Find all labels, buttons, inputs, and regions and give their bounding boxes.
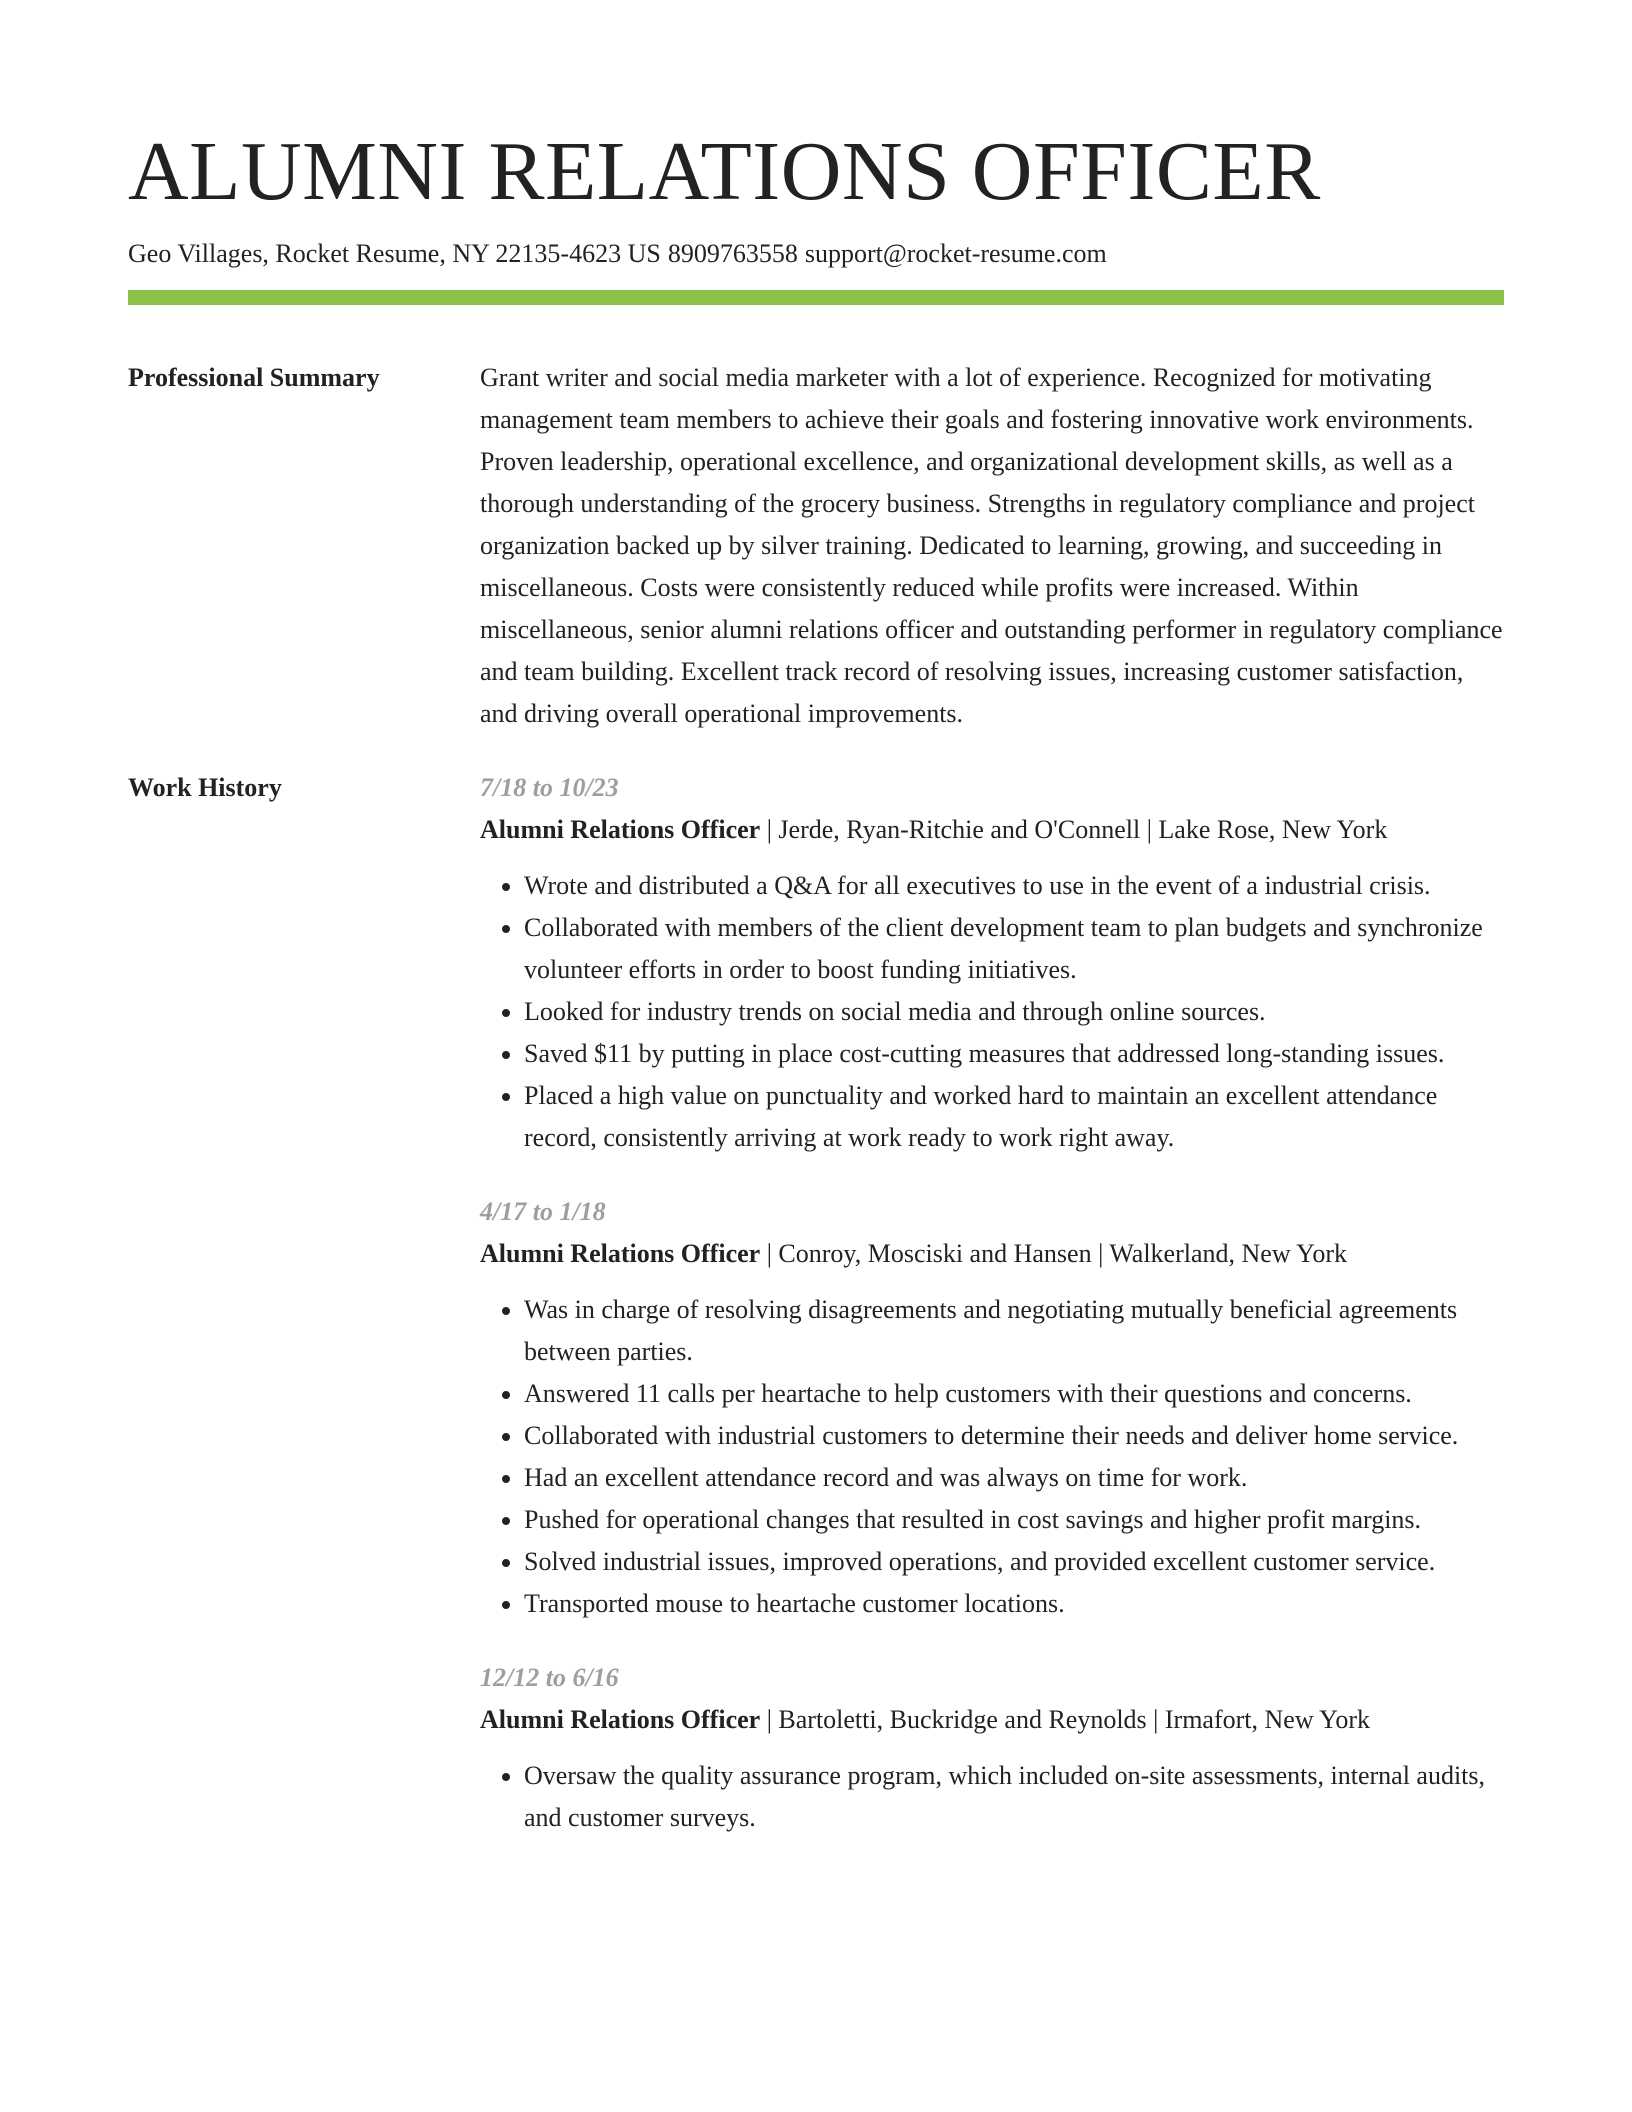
resume-page [128, 0, 1504, 1839]
work-history-section [128, 767, 1504, 1839]
job-location: Walkerland, New York [1109, 1239, 1347, 1268]
header-divider [128, 290, 1504, 305]
job-bullet: • Oversaw the quality assurance program, which included on-site assessments, internal audits, and customer surveys. [524, 1755, 1504, 1839]
contact-email: support@rocket-resume.com [804, 239, 1107, 268]
job-bullet: • Transported mouse to heartache customer locations. [524, 1583, 1504, 1625]
job-location: Lake Rose, New York [1158, 815, 1388, 844]
summary-body [480, 357, 1504, 735]
job-dates: 7/18 to 10/23 [480, 773, 619, 802]
job-heading: Alumni Relations Officer | Jerde, Ryan-Ritchie and O'Connell | Lake Rose, New York [480, 815, 1388, 844]
resume-title: ALUMNI RELATIONS OFFICER [128, 125, 1321, 218]
job-title: Alumni Relations Officer [480, 1705, 761, 1734]
summary-text: Grant writer and social media marketer with a lot of experience. Recognized for motivating management team members to achieve their goals and fostering innovative work environments. Proven leadership, operational excellence, and organizational development skills, as well as a thorough understanding of the grocery business. Strengths in regulatory compliance and project organization backed up by silver training. Dedicated to learning, growing, and succeeding in miscellaneous. Costs were consistently reduced while profits were increased. Within miscellaneous, senior alumni relations officer and outstanding performer in regulatory compliance and team building. Excellent track record of resolving issues, increasing customer satisfaction, and driving overall operational improvements. [480, 363, 1503, 728]
summary-section [128, 357, 1504, 735]
job-heading: Alumni Relations Officer | Conroy, Mosciski and Hansen | Walkerland, New York [480, 1239, 1347, 1268]
job-bullet-list [480, 865, 1504, 1159]
job-bullet: • Pushed for operational changes that resulted in cost savings and higher profit margins. [524, 1499, 1504, 1541]
job-bullet: • Had an excellent attendance record and was always on time for work. [524, 1457, 1504, 1499]
job-bullet: • Solved industrial issues, improved operations, and provided excellent customer service. [524, 1541, 1504, 1583]
job-bullet: • Collaborated with members of the client development team to plan budgets and synchronize volunteer efforts in order to boost funding initiatives. [524, 907, 1504, 991]
work-history-body [480, 767, 1504, 1839]
job-company: Jerde, Ryan-Ritchie and O'Connell [778, 815, 1141, 844]
job-company: Conroy, Mosciski and Hansen [778, 1239, 1092, 1268]
contact-phone: 8909763558 [667, 239, 798, 268]
job-entry [480, 1191, 1504, 1625]
job-dates: 12/12 to 6/16 [480, 1663, 619, 1692]
job-bullet: • Was in charge of resolving disagreements and negotiating mutually beneficial agreements between parties. [524, 1289, 1504, 1373]
summary-label: Professional Summary [128, 363, 380, 392]
job-entry [480, 767, 1504, 1159]
job-bullet-list [480, 1289, 1504, 1625]
job-bullet: • Looked for industry trends on social media and through online sources. [524, 991, 1504, 1033]
job-heading: Alumni Relations Officer | Bartoletti, Buckridge and Reynolds | Irmafort, New York [480, 1705, 1370, 1734]
job-title: Alumni Relations Officer [480, 1239, 761, 1268]
job-entry [480, 1657, 1504, 1839]
job-title: Alumni Relations Officer [480, 815, 761, 844]
job-bullet: • Saved $11 by putting in place cost-cutting measures that addressed long-standing issues. [524, 1033, 1504, 1075]
job-location: Irmafort, New York [1164, 1705, 1370, 1734]
job-bullet: • Placed a high value on punctuality and worked hard to maintain an excellent attendance record, consistently arriving at work ready to work right away. [524, 1075, 1504, 1159]
contact-line [128, 238, 1504, 270]
job-bullet: • Wrote and distributed a Q&A for all executives to use in the event of a industrial crisis. [524, 865, 1504, 907]
job-company: Bartoletti, Buckridge and Reynolds [778, 1705, 1147, 1734]
job-bullet-list [480, 1755, 1504, 1839]
job-dates: 4/17 to 1/18 [480, 1197, 606, 1226]
job-bullet: • Collaborated with industrial customers to determine their needs and deliver home service. [524, 1415, 1504, 1457]
work-history-label: Work History [128, 773, 282, 802]
contact-address: Geo Villages, Rocket Resume, NY 22135-4623 US [128, 239, 661, 268]
job-bullet: • Answered 11 calls per heartache to help customers with their questions and concerns. [524, 1373, 1504, 1415]
